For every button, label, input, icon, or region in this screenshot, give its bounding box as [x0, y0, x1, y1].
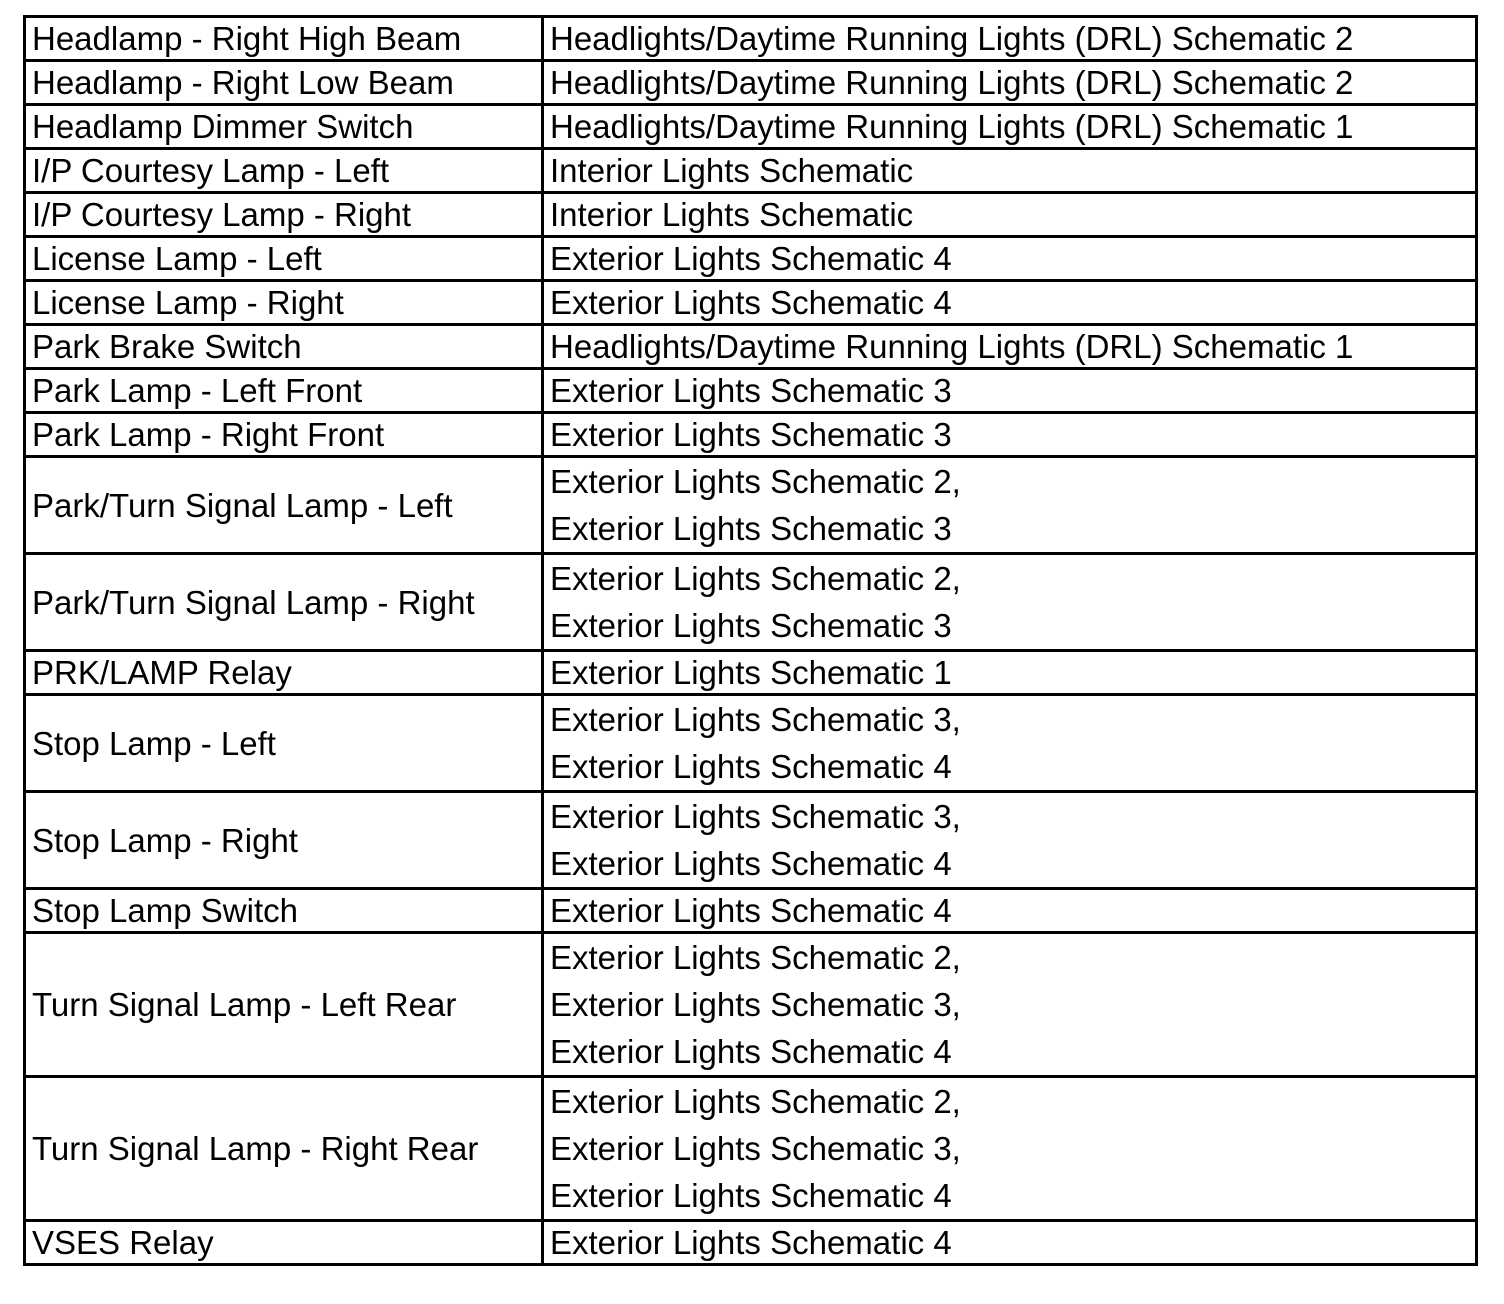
component-cell [25, 695, 543, 792]
table-row [25, 1077, 1477, 1221]
schematic-reference: Exterior Lights Schematic 4 [550, 284, 952, 321]
schematic-cell [543, 1077, 1477, 1221]
schematic-cell [543, 369, 1477, 413]
schematic-reference: Exterior Lights Schematic 3 [550, 510, 952, 547]
schematic-cell [543, 325, 1477, 369]
table-row [25, 17, 1477, 61]
component-cell [25, 17, 543, 61]
schematic-reference: Exterior Lights Schematic 2, [550, 939, 961, 976]
component-cell [25, 369, 543, 413]
table-row [25, 457, 1477, 554]
schematic-cell [543, 933, 1477, 1077]
component-cell [25, 149, 543, 193]
component-cell [25, 651, 543, 695]
schematic-reference: Exterior Lights Schematic 3 [550, 607, 952, 644]
component-name: License Lamp - Left [32, 240, 322, 277]
component-cell [25, 1077, 543, 1221]
schematic-reference: Exterior Lights Schematic 4 [550, 1177, 952, 1214]
schematic-reference: Exterior Lights Schematic 4 [550, 1033, 952, 1070]
table-row [25, 413, 1477, 457]
schematic-cell [543, 61, 1477, 105]
schematic-reference: Exterior Lights Schematic 1 [550, 654, 952, 691]
schematic-reference: Exterior Lights Schematic 4 [550, 892, 952, 929]
component-cell [25, 61, 543, 105]
component-name: I/P Courtesy Lamp - Right [32, 196, 412, 233]
schematic-cell [543, 281, 1477, 325]
schematic-reference: Exterior Lights Schematic 3, [550, 798, 961, 835]
table-row [25, 554, 1477, 651]
schematic-cell [543, 792, 1477, 889]
component-cell [25, 933, 543, 1077]
table-row [25, 889, 1477, 933]
table-row [25, 61, 1477, 105]
component-name: Park Lamp - Left Front [32, 372, 363, 409]
component-cell [25, 105, 543, 149]
component-cell [25, 237, 543, 281]
schematic-reference: Exterior Lights Schematic 3, [550, 701, 961, 738]
table-body [25, 17, 1477, 1265]
schematic-reference: Headlights/Daytime Running Lights (DRL) Schematic 2 [550, 20, 1354, 57]
table-row [25, 792, 1477, 889]
schematic-reference: Headlights/Daytime Running Lights (DRL) Schematic 1 [550, 108, 1354, 145]
table-row [25, 237, 1477, 281]
schematic-cell [543, 554, 1477, 651]
schematic-cell [543, 237, 1477, 281]
schematic-reference: Exterior Lights Schematic 2, [550, 1083, 961, 1120]
schematic-reference: Headlights/Daytime Running Lights (DRL) Schematic 2 [550, 64, 1354, 101]
table-row [25, 325, 1477, 369]
schematic-reference: Interior Lights Schematic [550, 152, 914, 189]
table-row [25, 1221, 1477, 1265]
component-name: Turn Signal Lamp - Right Rear [32, 1130, 479, 1167]
component-name: Turn Signal Lamp - Left Rear [32, 986, 457, 1023]
component-cell [25, 554, 543, 651]
component-name: Stop Lamp - Right [32, 821, 298, 859]
component-name: I/P Courtesy Lamp - Left [32, 152, 390, 189]
component-cell [25, 413, 543, 457]
component-cell [25, 325, 543, 369]
component-name: Park/Turn Signal Lamp - Right [32, 583, 475, 621]
table-row [25, 933, 1477, 1077]
schematic-cell [543, 149, 1477, 193]
component-cell [25, 281, 543, 325]
component-cell [25, 792, 543, 889]
schematic-cell [543, 457, 1477, 554]
schematic-reference: Exterior Lights Schematic 2, [550, 463, 961, 500]
schematic-cell [543, 889, 1477, 933]
component-name: PRK/LAMP Relay [32, 654, 292, 691]
schematic-reference: Exterior Lights Schematic 4 [550, 845, 952, 882]
component-cell [25, 457, 543, 554]
component-name: Headlamp Dimmer Switch [32, 108, 414, 145]
component-cell [25, 193, 543, 237]
schematic-reference: Exterior Lights Schematic 2, [550, 560, 961, 597]
component-name: Park/Turn Signal Lamp - Left [32, 486, 453, 524]
component-name: Stop Lamp - Left [32, 724, 276, 762]
table-row [25, 369, 1477, 413]
component-cell [25, 1221, 543, 1265]
component-name: Headlamp - Right High Beam [32, 20, 462, 57]
component-name: Headlamp - Right Low Beam [32, 64, 454, 101]
schematic-cell [543, 105, 1477, 149]
schematic-reference: Exterior Lights Schematic 3 [550, 416, 952, 453]
table-row [25, 193, 1477, 237]
table-row [25, 149, 1477, 193]
schematic-cell [543, 651, 1477, 695]
component-schematic-table [23, 15, 1478, 1266]
component-name: VSES Relay [32, 1224, 214, 1261]
schematic-reference: Exterior Lights Schematic 3, [550, 986, 961, 1023]
schematic-reference: Exterior Lights Schematic 4 [550, 240, 952, 277]
table-row [25, 281, 1477, 325]
component-name: License Lamp - Right [32, 284, 344, 321]
schematic-reference: Headlights/Daytime Running Lights (DRL) Schematic 1 [550, 328, 1354, 365]
schematic-cell [543, 695, 1477, 792]
schematic-cell [543, 413, 1477, 457]
schematic-cell [543, 193, 1477, 237]
schematic-reference: Exterior Lights Schematic 4 [550, 1224, 952, 1261]
schematic-cell [543, 1221, 1477, 1265]
schematic-reference: Exterior Lights Schematic 3, [550, 1130, 961, 1167]
schematic-reference: Interior Lights Schematic [550, 196, 914, 233]
component-cell [25, 889, 543, 933]
component-name: Park Lamp - Right Front [32, 416, 385, 453]
schematic-reference: Exterior Lights Schematic 4 [550, 748, 952, 785]
table-row [25, 695, 1477, 792]
component-name: Stop Lamp Switch [32, 892, 298, 929]
schematic-cell [543, 17, 1477, 61]
schematic-reference: Exterior Lights Schematic 3 [550, 372, 952, 409]
table-row [25, 105, 1477, 149]
table-row [25, 651, 1477, 695]
component-name: Park Brake Switch [32, 328, 302, 365]
